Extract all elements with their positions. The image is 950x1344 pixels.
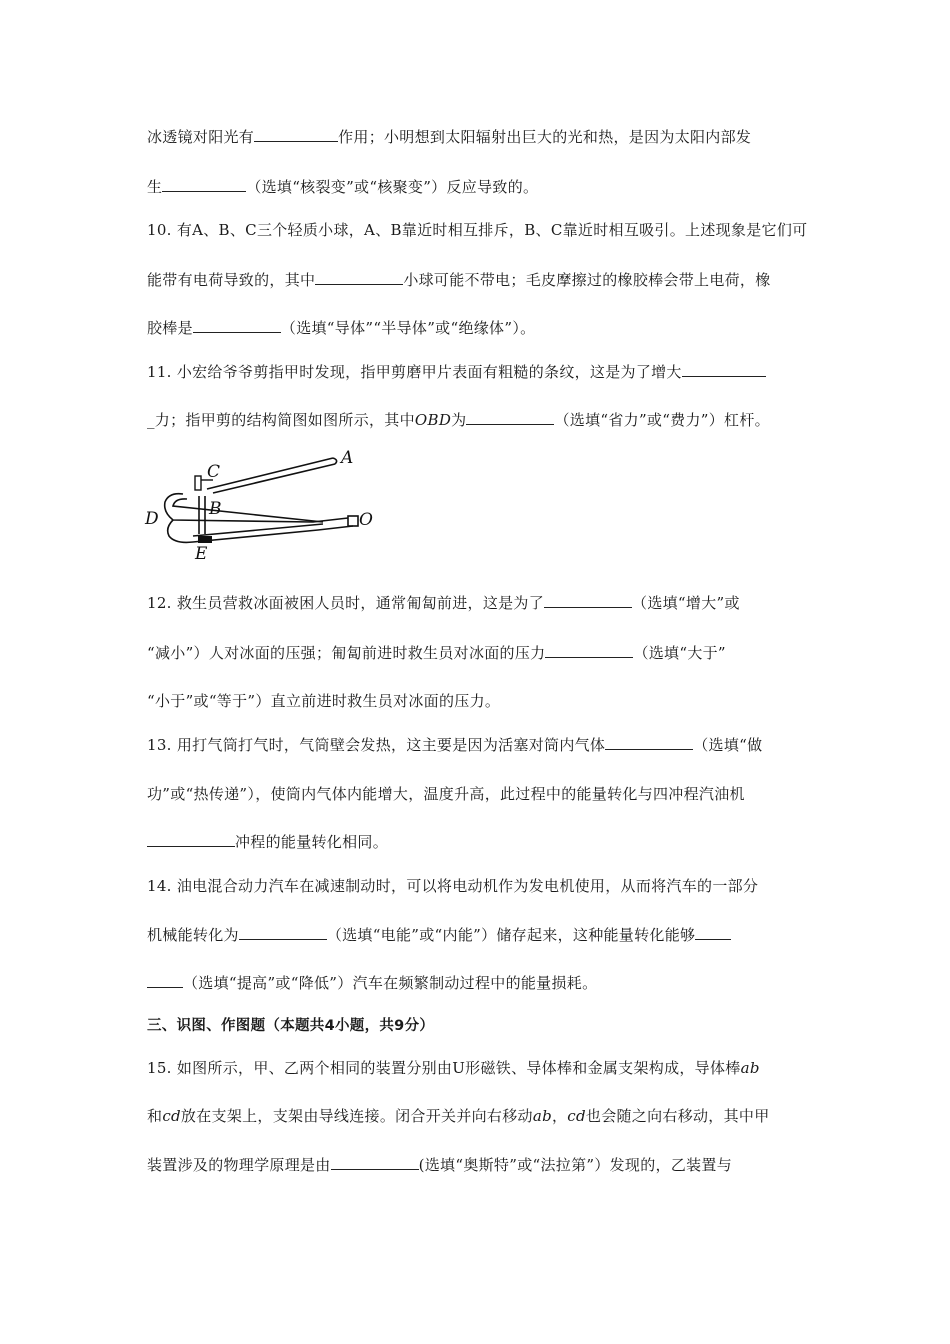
question-10: 10. 有A、B、C三个轻质小球，A、B靠近时相互排斥，B、C靠近时相互吸引。上述现象是它们可 bbox=[147, 221, 808, 239]
text-line: 机械能转化为 （选填“电能”或“内能”）储存起来，这种能量转化能够 bbox=[147, 925, 731, 945]
answer-blank bbox=[162, 177, 246, 192]
answer-blank bbox=[315, 270, 403, 285]
answer-blank bbox=[331, 1155, 419, 1170]
text-line: 胶棒是 （选填“导体”“半导体”或“绝缘体”）。 bbox=[147, 319, 536, 337]
text-line: 能带有电荷导致的，其中 小球可能不带电；毛皮摩擦过的橡胶棒会带上电荷，橡 bbox=[147, 271, 771, 289]
answer-blank bbox=[544, 593, 632, 608]
text-line: 和cd放在支架上，支架由导线连接。闭合开关并向右移动ab，cd也会随之向右移动，其中甲 bbox=[147, 1107, 770, 1125]
question-11: 11. 小宏给爷爷剪指甲时发现，指甲剪磨甲片表面有粗糙的条纹，这是为了增大 bbox=[147, 362, 766, 382]
label-e: E bbox=[195, 544, 208, 564]
jaw-tip bbox=[348, 516, 358, 526]
text-line: “减小”）人对冰面的压强；匍匐前进时救生员对冰面的压力 （选填“大于” bbox=[147, 644, 726, 662]
answer-blank bbox=[695, 925, 731, 940]
lever-arm-lower-edge bbox=[213, 464, 335, 493]
text-line: 生 （选填“核裂变”或“核聚变”）反应导致的。 bbox=[147, 178, 539, 196]
answer-blank bbox=[147, 973, 183, 988]
question-15: 15. 如图所示，甲、乙两个相同的装置分别由U形磁铁、导体棒和金属支架构成，导体棒ab bbox=[147, 1059, 760, 1077]
pin-c bbox=[195, 476, 201, 490]
lever-arm-tip bbox=[333, 458, 337, 464]
answer-blank bbox=[545, 643, 633, 658]
label-c: C bbox=[207, 462, 221, 482]
block-e bbox=[198, 536, 212, 543]
section-heading: 三、识图、作图题（本题共4小题，共9分） bbox=[147, 1018, 435, 1034]
text-line: 冲程的能量转化相同。 bbox=[147, 832, 388, 852]
lower-jaw bbox=[168, 520, 353, 542]
upper-jaw-inner bbox=[173, 499, 323, 522]
answer-blank bbox=[239, 925, 327, 940]
nail-clipper-diagram bbox=[143, 446, 378, 566]
label-b: B bbox=[209, 499, 222, 519]
lower-jaw-inner bbox=[193, 524, 323, 536]
text-line: 冰透镜对阳光有 作用；小明想到太阳辐射出巨大的光和热，是因为太阳内部发 bbox=[147, 128, 752, 146]
text-line: 功”或“热传递”），使筒内气体内能增大，温度升高，此过程中的能量转化与四冲程汽油机 bbox=[147, 785, 745, 803]
label-o: O bbox=[359, 510, 373, 530]
answer-blank bbox=[466, 410, 554, 425]
question-13: 13. 用打气筒打气时，气筒壁会发热，这主要是因为活塞对筒内气体 （选填“做 bbox=[147, 736, 763, 754]
question-12: 12. 救生员营救冰面被困人员时，通常匍匐前进，这是为了 （选填“增大”或 bbox=[147, 594, 740, 612]
answer-blank bbox=[147, 832, 235, 847]
text-line: 装置涉及的物理学原理是由 (选填“奥斯特”或“法拉第”）发现的，乙装置与 bbox=[147, 1156, 733, 1174]
answer-blank bbox=[193, 318, 281, 333]
label-d: D bbox=[145, 509, 159, 529]
lever-arm-upper-edge bbox=[207, 458, 333, 489]
text-line: （选填“提高”或“降低”）汽车在频繁制动过程中的能量损耗。 bbox=[147, 973, 597, 993]
answer-blank bbox=[254, 127, 338, 142]
answer-blank bbox=[605, 735, 693, 750]
question-14: 14. 油电混合动力汽车在减速制动时，可以将电动机作为发电机使用，从而将汽车的一部分 bbox=[147, 877, 759, 895]
answer-blank bbox=[682, 362, 766, 377]
text-line: “小于”或“等于”）直立前进时救生员对冰面的压力。 bbox=[147, 692, 501, 710]
text-line: _力；指甲剪的结构简图如图所示，其中OBD为 （选填“省力”或“费力”）杠杆。 bbox=[147, 411, 770, 429]
label-a: A bbox=[341, 448, 354, 468]
